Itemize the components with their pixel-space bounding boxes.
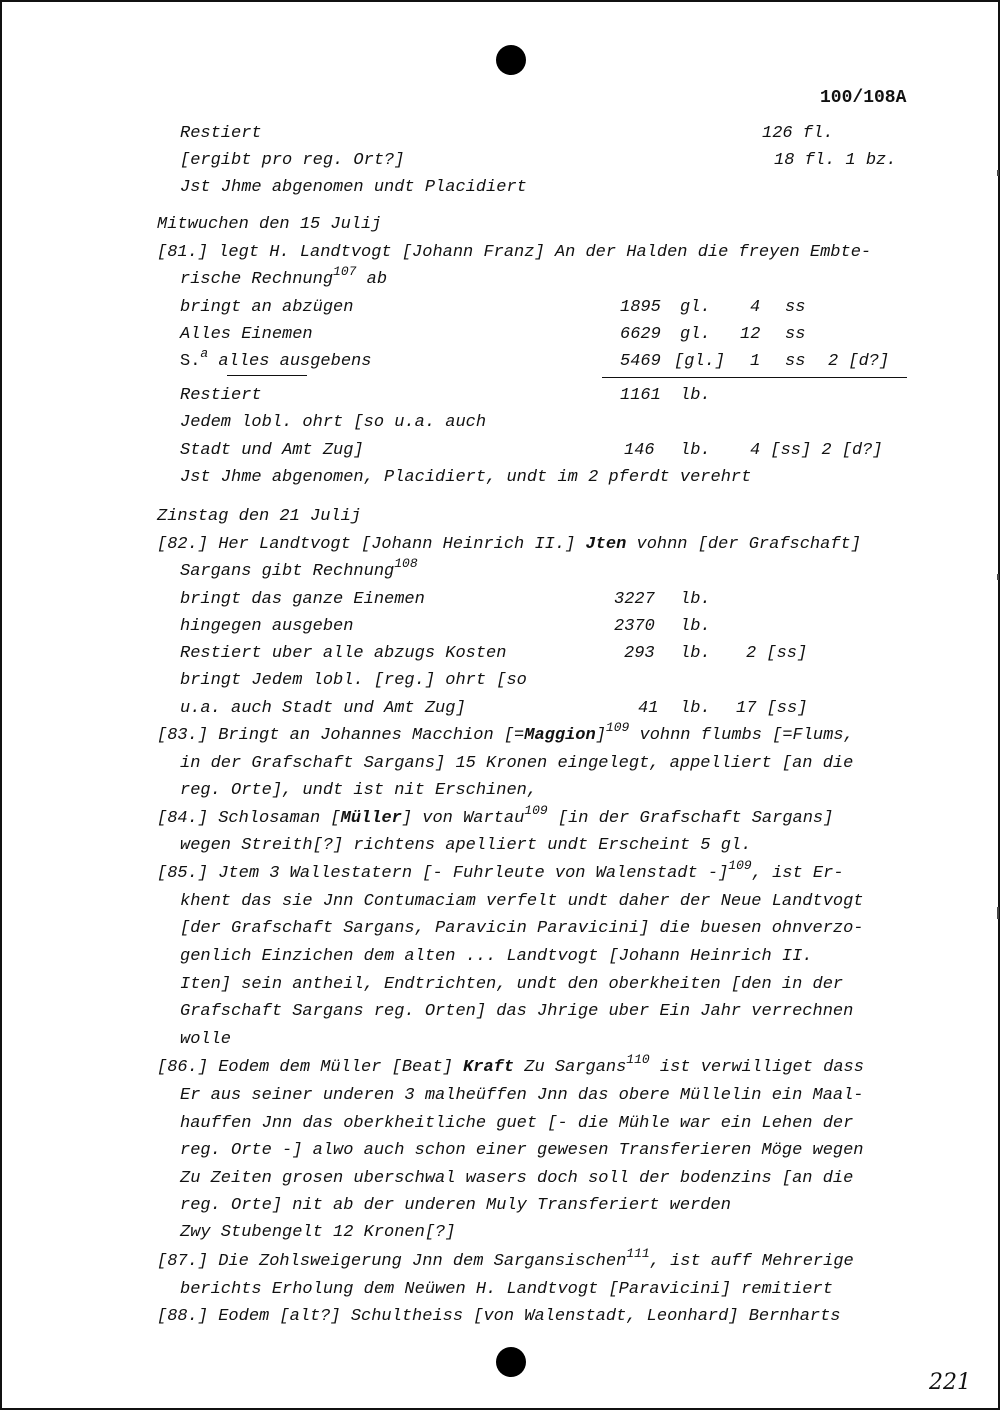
- footnote-ref: 110: [626, 1052, 650, 1067]
- entry-85-line5: Iten] sein antheil, Endtrichten, undt den oberkheiten [den in der: [180, 975, 844, 994]
- account-label: bringt Jedem lobl. [reg.] ohrt [so: [180, 671, 527, 690]
- account-amount: 41: [638, 699, 659, 718]
- punch-hole-bottom: [496, 1347, 526, 1377]
- entry-88-line1: [88.] Eodem [alt?] Schultheiss [von Walenstadt, Leonhard] Bernharts: [157, 1307, 841, 1326]
- account-amount: 293: [624, 644, 655, 663]
- entry-84-line1: [84.] Schlosaman [Müller] von Wartau$^{109}$ [in der Grafschaft Sargans]: [157, 803, 834, 828]
- account-unit: lb.: [680, 441, 711, 460]
- text-line: Jst Jhme abgenomen, Placidiert, undt im 2 pferdt verehrt: [180, 468, 752, 487]
- entry-83-line2: in der Grafschaft Sargans] 15 Kronen eingelegt, appelliert [an die: [180, 754, 854, 773]
- entry-81-line2: rische Rechnung$^{107}$ ab: [180, 264, 388, 289]
- account-extra: 2 [d?]: [828, 352, 890, 371]
- entry-85-line4: genlich Einzichen dem alten ... Landtvogt [Johann Heinrich II.: [180, 947, 813, 966]
- account-label: u.a. auch Stadt und Amt Zug]: [180, 699, 466, 718]
- page-reference: 100/108A: [820, 88, 907, 108]
- entry-82-line2: Sargans gibt Rechnung$^{108}$: [180, 556, 418, 581]
- date-heading: Mitwuchen den 15 Julij: [157, 215, 382, 234]
- account-label: Jedem lobl. ohrt [so u.a. auch: [180, 413, 487, 432]
- account-amount: 146: [624, 441, 655, 460]
- entry-83-line1: [83.] Bringt an Johannes Macchion [=Maggion]$^{109}$ vohnn flumbs [=Flums,: [157, 720, 854, 745]
- account-label: Stadt und Amt Zug]: [180, 441, 364, 460]
- sum-underline: [227, 375, 307, 376]
- sum-rule: [602, 377, 907, 378]
- account-label: bringt das ganze Einemen: [180, 590, 425, 609]
- account-label: S.$^a$ alles ausgebens: [180, 346, 372, 371]
- entry-85-line3: [der Grafschaft Sargans, Paravicin Paravicini] die buesen ohnverzo-: [180, 919, 864, 938]
- entry-86-line7: Zwy Stubengelt 12 Kronen[?]: [180, 1223, 456, 1242]
- entry-85-line7: wolle: [180, 1030, 232, 1049]
- restiert-value: 126 fl.: [762, 124, 834, 143]
- margin-mark: [997, 574, 999, 580]
- account-unit: lb.: [680, 590, 711, 609]
- account-sub: 1: [750, 352, 761, 371]
- account-sub: 12: [740, 325, 761, 344]
- entry-85-line2: khent das sie Jnn Contumaciam verfelt undt daher der Neue Landtvogt: [180, 892, 864, 911]
- account-unit: lb.: [680, 699, 711, 718]
- account-unit: lb.: [680, 386, 711, 405]
- account-unit: [gl.]: [674, 352, 726, 371]
- restiert-label: Restiert: [180, 124, 262, 143]
- entry-85-line6: Grafschaft Sargans reg. Orten] das Jhrige uber Ein Jahr verrechnen: [180, 1002, 854, 1021]
- account-amount: 1161: [620, 386, 661, 405]
- entry-85-line1: [85.] Jtem 3 Wallestatern [- Fuhrleute von Walenstadt -]$^{109}$, ist Er-: [157, 858, 844, 883]
- account-sub-unit: ss: [785, 298, 806, 317]
- entry-86-line2: Er aus seiner underen 3 malheüffen Jnn das obere Müllelin ein Maal-: [180, 1086, 864, 1105]
- entry-84-line2: wegen Streith[?] richtens apelliert undt Erscheint 5 gl.: [180, 836, 752, 855]
- entry-86-line5: Zu Zeiten grosen uberschwal wasers doch soll der bodenzins [an die: [180, 1169, 854, 1188]
- account-unit: gl.: [680, 325, 711, 344]
- footnote-ref: 109: [728, 858, 752, 873]
- account-amount: 5469: [620, 352, 661, 371]
- account-label: Restiert uber alle abzugs Kosten: [180, 644, 507, 663]
- folio-number: 221: [929, 1370, 971, 1395]
- entry-87-line1: [87.] Die Zohlsweigerung Jnn dem Sargansischen$^{111}$, ist auff Mehrerige: [157, 1246, 854, 1271]
- entry-86-line4: reg. Orte -] alwo auch schon einer gewesen Transferieren Möge wegen: [180, 1141, 864, 1160]
- account-sub-unit: ss: [785, 352, 806, 371]
- account-amount: 3227: [614, 590, 655, 609]
- account-sub: 17 [ss]: [736, 699, 808, 718]
- account-label: hingegen ausgeben: [180, 617, 354, 636]
- margin-mark: [997, 907, 999, 919]
- account-sub: 2 [ss]: [746, 644, 808, 663]
- account-sub: 4: [750, 298, 761, 317]
- account-sub: 4 [ss] 2 [d?]: [750, 441, 883, 460]
- entry-86-line6: reg. Orte] nit ab der underen Muly Transferiert werden: [180, 1196, 731, 1215]
- date-heading: Zinstag den 21 Julij: [157, 507, 362, 526]
- account-amount: 6629: [620, 325, 661, 344]
- entry-82-line1: [82.] Her Landtvogt [Johann Heinrich II.] Jten vohnn [der Grafschaft]: [157, 535, 861, 554]
- account-label: Alles Einemen: [180, 325, 313, 344]
- footnote-ref: 109: [605, 720, 630, 735]
- entry-83-line3: reg. Orte], undt ist nit Erschinen,: [180, 781, 538, 800]
- footnote-ref: 108: [394, 556, 418, 571]
- footnote-ref: 109: [524, 803, 548, 818]
- text-line: Jst Jhme abgenomen undt Placidiert: [180, 178, 527, 197]
- account-amount: 2370: [614, 617, 655, 636]
- entry-87-line2: berichts Erholung dem Neüwen H. Landtvogt [Paravicini] remitiert: [180, 1280, 833, 1299]
- footnote-ref: 107: [333, 264, 357, 279]
- account-sub-unit: ss: [785, 325, 806, 344]
- account-label: bringt an abzügen: [180, 298, 354, 317]
- margin-mark: [997, 170, 999, 176]
- punch-hole-top: [496, 45, 526, 75]
- entry-86-line1: [86.] Eodem dem Müller [Beat] Kraft Zu Sargans$^{110}$ ist verwilliget dass: [157, 1052, 864, 1077]
- entry-86-line3: hauffen Jnn das oberkheitliche guet [- die Mühle war ein Lehen der: [180, 1114, 854, 1133]
- account-unit: gl.: [680, 298, 711, 317]
- account-unit: lb.: [680, 644, 711, 663]
- account-unit: lb.: [680, 617, 711, 636]
- ergibt-value: 18 fl. 1 bz.: [774, 151, 897, 170]
- footnote-ref: 111: [626, 1246, 650, 1261]
- account-label: Restiert: [180, 386, 262, 405]
- entry-81-line1: [81.] legt H. Landtvogt [Johann Franz] An der Halden die freyen Embte-: [157, 243, 872, 262]
- ergibt-label: [ergibt pro reg. Ort?]: [180, 151, 405, 170]
- account-amount: 1895: [620, 298, 661, 317]
